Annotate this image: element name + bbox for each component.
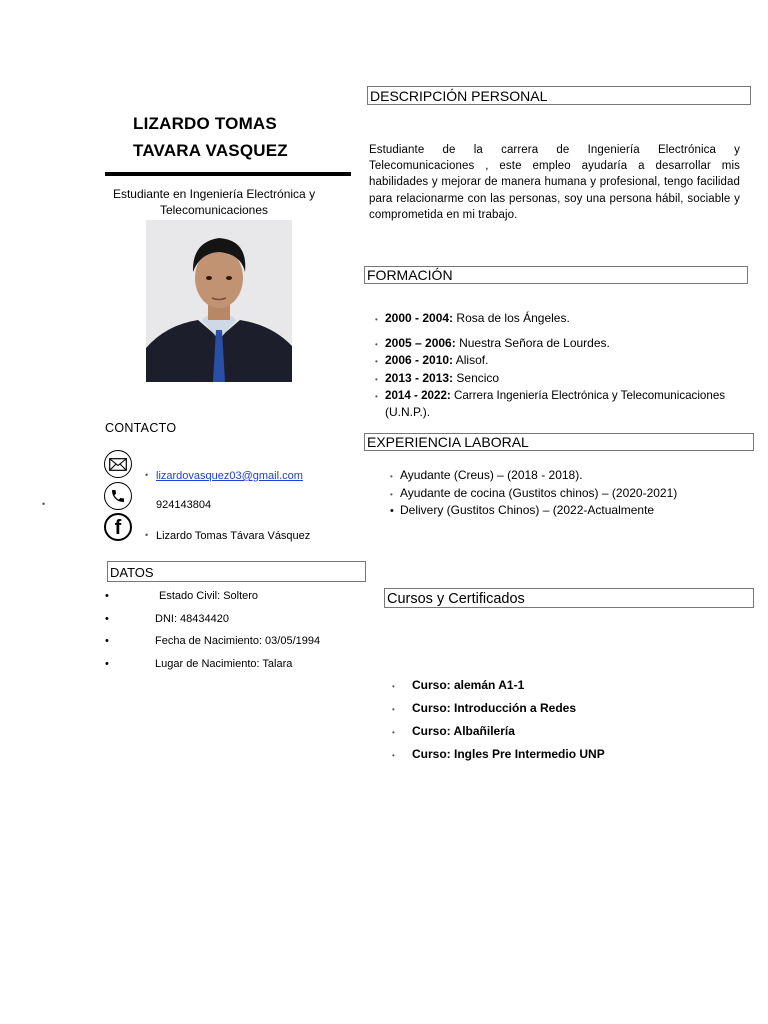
candidate-subtitle xyxy=(100,186,328,218)
formacion-item: • 2014 - 2022: Carrera Ingeniería Electrónica y Telecomunicaciones xyxy=(375,389,726,402)
formacion-item: • 2013 - 2013: Sencico xyxy=(375,371,500,385)
mail-icon xyxy=(104,450,132,478)
portrait-illustration xyxy=(146,220,292,382)
bullet: • xyxy=(145,530,149,540)
phone-number: 924143804 xyxy=(156,499,212,511)
candidate-name xyxy=(133,110,288,164)
curso-item: • Curso: Ingles Pre Intermedio UNP xyxy=(392,747,605,761)
experiencia-item: • Ayudante de cocina (Gustitos chinos) – (2020-2021) xyxy=(390,486,678,500)
formacion-heading xyxy=(364,266,748,284)
subtitle-line-1: Estudiante en Ingeniería Electrónica y xyxy=(112,187,316,201)
experiencia-item: • Delivery (Gustitos Chinos) – (2022-Actualmente xyxy=(390,503,655,517)
name-line-1: LIZARDO TOMAS xyxy=(133,114,277,133)
cursos-title: Cursos y Certificados xyxy=(387,591,525,607)
curso-item: • Curso: alemán A1-1 xyxy=(392,678,525,692)
name-line-2: TAVARA VASQUEZ xyxy=(133,141,288,160)
curso-item: • Curso: Albañilería xyxy=(392,724,515,738)
curso-item: • Curso: Introducción a Redes xyxy=(392,701,577,715)
experiencia-title: EXPERIENCIA LABORAL xyxy=(367,434,529,450)
formacion-item: • 2005 – 2006: Nuestra Señora de Lourdes. xyxy=(375,336,610,350)
name-divider xyxy=(105,172,351,176)
contact-heading: CONTACTO xyxy=(105,421,177,435)
experiencia-item: • Ayudante (Creus) – (2018 - 2018). xyxy=(390,468,583,482)
datos-heading xyxy=(107,561,366,582)
descripcion-text: Estudiante de la carrera de Ingeniería Electrónica y Telecomunicaciones , este empleo ayudaría a desarrollar mis habilidades y mejorar de manera humana y profesional, tengo facilidad para relacionarme con las personas, soy una persona hábil, sociable y comprometida en mi trabajo. xyxy=(369,144,740,221)
subtitle-line-2: Telecomunicaciones xyxy=(159,203,269,217)
experiencia-heading xyxy=(364,433,754,451)
datos-title: DATOS xyxy=(110,565,154,580)
facebook-name: Lizardo Tomas Távara Vásquez xyxy=(156,530,311,542)
formacion-item: • 2006 - 2010: Alisof. xyxy=(375,353,489,367)
phone-icon xyxy=(104,482,132,510)
facebook-icon: f xyxy=(104,513,132,541)
descripcion-heading xyxy=(367,86,751,105)
descripcion-title: DESCRIPCIÓN PERSONAL xyxy=(370,88,548,104)
cursos-heading xyxy=(384,588,754,608)
stray-bullet: • xyxy=(42,499,46,509)
profile-photo xyxy=(146,220,292,382)
formacion-item: • 2000 - 2004: Rosa de los Ángeles. xyxy=(375,311,570,325)
bullet: • xyxy=(145,470,149,480)
email-link[interactable]: lizardovasquez03@gmail.com xyxy=(156,470,303,482)
formacion-item-continued: (U.N.P.). xyxy=(385,405,431,419)
formacion-title: FORMACIÓN xyxy=(367,267,453,283)
